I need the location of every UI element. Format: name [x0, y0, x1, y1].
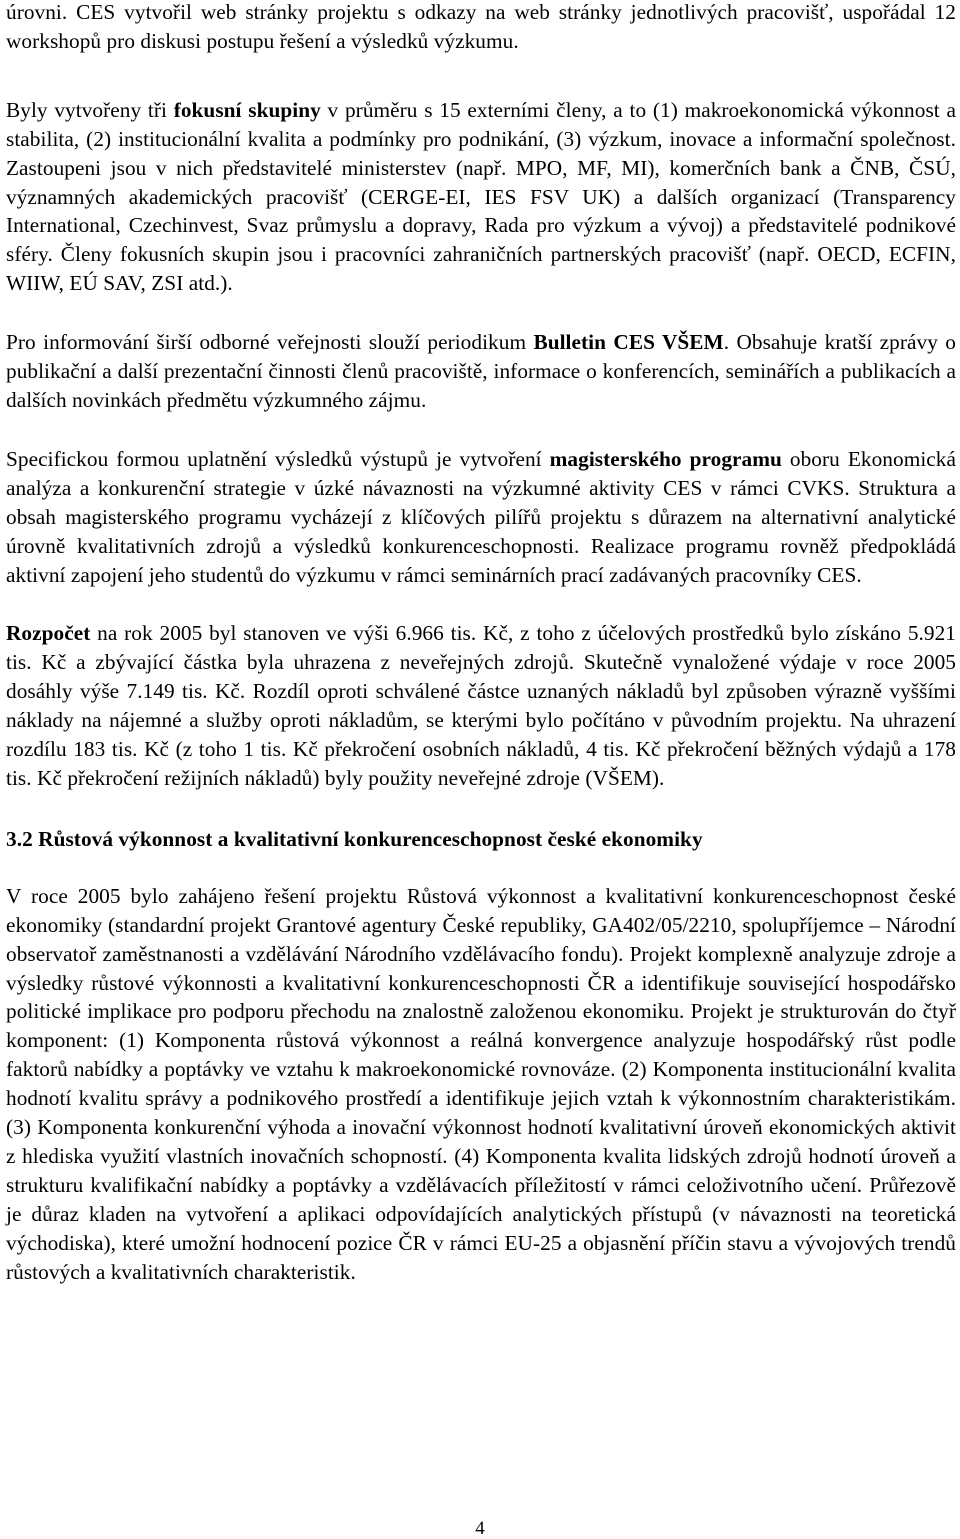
document-page — [6, 0, 956, 1287]
paragraph-text-rest: oboru Ekonomická analýza a konkurenční strategie v úzké návaznosti na výzkumné aktivity CES v rámci CVKS. Struktura a obsah magisterského programu vycházejí z klíčových pilířů projektu s důrazem na alternativní analytické úrovně kvalitativních zdrojů a výsledků konkurenceschopnosti. Realizace programu rovněž předpokládá aktivní zapojení jeho studentů do výzkumu v rámci seminárních prací zadávaných pracovníky CES. — [6, 446, 956, 587]
paragraph-text-start: Byly vytvořeny tři — [6, 97, 174, 122]
paragraph-project-description — [6, 882, 956, 1287]
bold-term-bulletin: Bulletin CES VŠEM — [533, 330, 724, 355]
paragraph-text-rest: v průměru s 15 externími členy, a to (1) makroekonomická výkonnost a stabilita, (2) institucionální kvalita a podmínky pro podnikání, (3) výzkum, inovace a informační společnost. Zastoupeni jsou v nich představitelé ministerstev (např. MPO, MF, MI), komerčních bank a ČNB, ČSÚ, významných akademických pracovišť (CERGE-EI, IES FSV UK) a dalších organizací (Transparency International, Czechinvest, Svaz průmyslu a dopravy, Rada pro výzkum a vývoj) a představitelé podnikové sféry. Členy fokusních skupin jsou i pracovníci zahraničních partnerských pracovišť (např. OECD, ECFIN, WIIW, EÚ SAV, ZSI atd.). — [6, 97, 956, 296]
paragraph-bulletin — [6, 328, 956, 415]
bold-term-masters-program: magisterského programu — [549, 446, 782, 471]
paragraph-text: V roce 2005 bylo zahájeno řešení projektu Růstová výkonnost a kvalitativní konkurenceschopnost české ekonomiky (standardní projekt Grantové agentury České republiky, GA402/05/2210, spolupříjemce – Národní observatoř zaměstnanosti a vzdělávání Národního vzdělávacího fondu). Projekt komplexně analyzuje zdroje a výsledky růstové výkonnosti a kvalitativní konkurenceschopnosti ČR a identifikuje související hospodářsko politické implikace pro podporu přechodu na znalostně založenou ekonomiku. Projekt je strukturován do čtyř komponent: (1) Komponenta růstová výkonnost a reálná konvergence analyzuje hospodářský růst podle faktorů nabídky a poptávky ve vztahu k makroekonomické rovnováze. (2) Komponenta institucionální kvalita hodnotí kvalitu správy a podnikového prostředí a identifikuje jejich vztah k výkonnostním charakteristikám. (3) Komponenta konkurenční výhoda a inovační výkonnost hodnotí kvalitativní úroveň ekonomických aktivit z hlediska využití vlastních inovačních schopností. (4) Komponenta kvalita lidských zdrojů hodnotí úroveň a strukturu kvalifikační nabídky a poptávky a vzdělávacích příležitostí v rámci celoživotního učení. Průřezově je důraz kladen na vytvoření a aplikaci odpovídajících analytických přístupů (v návaznosti na teoretická východiska), které umožní hodnocení pozice ČR v rámci EU-25 a objasnění příčin stavu a vývojových trendů růstových a kvalitativních charakteristik. — [6, 883, 956, 1284]
paragraph-text-rest: . Obsahuje kratší zprávy o publikační a další prezentační činnosti členů pracoviště, informace o konferencích, seminářích a publikacích a dalších novinkách předmětu výzkumného zájmu. — [6, 330, 956, 412]
paragraph-text-start: Pro informování širší odborné veřejnosti slouží periodikum — [6, 330, 534, 355]
paragraph-workshops — [6, 0, 956, 56]
paragraph-focus-groups — [6, 96, 956, 298]
bold-term-focus-groups: fokusní skupiny — [173, 97, 321, 122]
section-heading: 3.2 Růstová výkonnost a kvalitativní konkurenceschopnost české ekonomiky — [6, 826, 703, 851]
paragraph-text-start: Specifickou formou uplatnění výsledků výstupů je vytvoření — [6, 446, 550, 471]
paragraph-budget — [6, 619, 956, 792]
bold-term-budget: Rozpočet — [6, 621, 91, 646]
paragraph-text: úrovni. CES vytvořil web stránky projektu s odkazy na web stránky jednotlivých pracovišť, uspořádal 12 workshopů pro diskusi postupu řešení a výsledků výzkumu. — [6, 0, 956, 53]
page-number: 4 — [475, 1518, 485, 1539]
paragraph-text-rest: na rok 2005 byl stanoven ve výši 6.966 tis. Kč, z toho z účelových prostředků bylo získáno 5.921 tis. Kč a zbývající částka byla uhrazena z neveřejných zdrojů. Skutečně vynaložené výdaje v roce 2005 dosáhly výše 7.149 tis. Kč. Rozdíl oproti schválené částce uznaných nákladů byl způsoben výrazně vyššími náklady na nájemné a služby oproti nákladům, se kterými bylo počítáno v původním projektu. Na uhrazení rozdílu 183 tis. Kč (z toho 1 tis. Kč překročení osobních nákladů, 4 tis. Kč překročení běžných výdajů a 178 tis. Kč překročení režijních nákladů) byly použity neveřejné zdroje (VŠEM). — [6, 621, 956, 790]
paragraph-masters-program — [6, 445, 956, 590]
